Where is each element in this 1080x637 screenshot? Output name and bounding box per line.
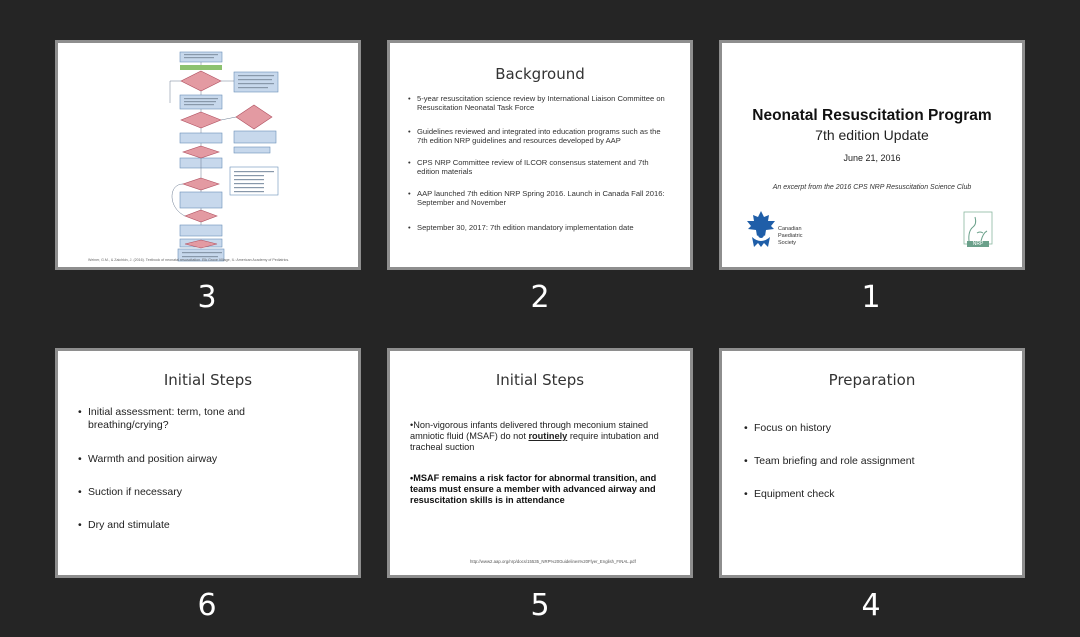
slide-thumbnail-2[interactable] — [387, 40, 693, 270]
slide-thumbnail-3[interactable] — [55, 40, 361, 270]
slide-bullet: • 5-year resuscitation science review by International Liaison Committee on Resuscitation Neonatal Task Force — [417, 94, 667, 112]
slide-thumbnail-4[interactable] — [719, 348, 1025, 578]
slide-number-4: 4 — [861, 588, 881, 623]
slide-citation: Weiner, G.M., & Zaichkin, J. (2016). Textbook of neonatal resuscitation. Elk Grove Village, IL: American Academy of Pediatrics. — [88, 258, 290, 262]
slide-paragraph-1 — [410, 420, 675, 453]
nrp-logo-text: NRP — [967, 241, 989, 247]
slide-number-2: 2 — [530, 280, 550, 315]
nrp-hands-icon — [963, 211, 993, 245]
slide-excerpt: An excerpt from the 2016 CPS NRP Resuscitation Science Club — [772, 184, 972, 191]
paragraph-text: require intubation and tracheal suction — [410, 431, 659, 452]
slide-number-6: 6 — [197, 588, 217, 623]
slide-thumbnail-5[interactable] — [387, 348, 693, 578]
nrp-logo — [963, 211, 993, 251]
slide-bullet: • Dry and stimulate — [88, 519, 328, 532]
slide-bullet: • Focus on history — [754, 422, 994, 435]
slide-bullet: • Warmth and position airway — [88, 453, 328, 466]
slide-bullet: • CPS NRP Committee review of ILCOR consensus statement and 7th edition materials — [417, 158, 667, 176]
nrp-algorithm-flowchart — [58, 43, 358, 267]
slide-title: Initial Steps — [495, 371, 585, 389]
slide-title: Background — [495, 65, 585, 83]
slide-number-1: 1 — [861, 280, 881, 315]
slide-title: Initial Steps — [163, 371, 253, 389]
slide-thumbnail-1[interactable] — [719, 40, 1025, 270]
slide-bullet: • AAP launched 7th edition NRP Spring 2016. Launch in Canada Fall 2016: September and November — [417, 189, 667, 207]
maple-leaf-child-icon — [744, 209, 778, 249]
cps-logo — [744, 209, 824, 253]
slide-link[interactable]: http://www2.aap.org/nrp/docs/15535_NRP%20Guidelines%20Flyer_English_FINAL.pdf — [470, 559, 636, 564]
slide-subtitle: 7th edition Update — [815, 127, 929, 143]
slide-number-3: 3 — [197, 280, 217, 315]
slide-bullet: • Suction if necessary — [88, 486, 328, 499]
cps-logo-line-3: Society — [778, 240, 797, 246]
slide-bullet: • Team briefing and role assignment — [754, 455, 994, 468]
slide-title: Preparation — [828, 371, 916, 389]
slide-bullet: • September 30, 2017: 7th edition mandatory implementation date — [417, 223, 667, 232]
slide-date: June 21, 2016 — [843, 153, 901, 163]
slide-number-5: 5 — [530, 588, 550, 623]
paragraph-text: •Non-vigorous infants delivered through meconium stained amniotic fluid (MSAF) do not — [410, 420, 649, 441]
slide-bullet: • Initial assessment: term, tone and breathing/crying? — [88, 406, 288, 432]
slide-thumbnail-6[interactable] — [55, 348, 361, 578]
cps-logo-line-2: Paediatric — [778, 233, 803, 239]
slide-bullet: • Guidelines reviewed and integrated into education programs such as the 7th edition NRP guidelines and resources developed by AAP — [417, 127, 667, 145]
slide-main-title: Neonatal Resuscitation Program — [752, 107, 992, 124]
slide-paragraph-2: •MSAF remains a risk factor for abnormal transition, and teams must ensure a member with advanced airway and resuscitation skills is in attendance — [410, 473, 657, 505]
slide-bullet: • Equipment check — [754, 488, 994, 501]
cps-logo-line-1: Canadian — [778, 226, 802, 232]
emphasis-text: routinely — [528, 431, 568, 441]
